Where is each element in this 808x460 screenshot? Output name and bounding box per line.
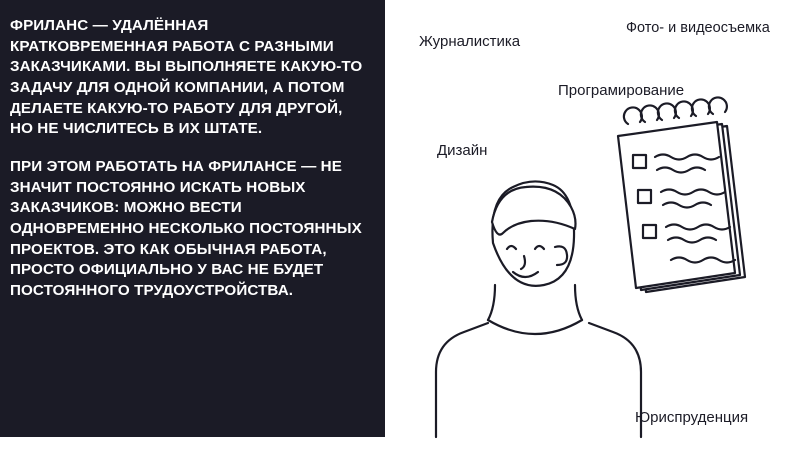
freelance-definition-paragraph-1: ФРИЛАНС — УДАЛЁННАЯ КРАТКОВРЕМЕННАЯ РАБОТА С РАЗНЫМИ ЗАКАЗЧИКАМИ. ВЫ ВЫПОЛНЯЕТЕ КАКУЮ-ТО ЗАДАЧУ ДЛЯ ОДНОЙ КОМПАНИИ, А ПОТОМ ДЕЛАЕТЕ КАКУЮ-ТО РАБОТУ ДЛЯ ДРУГОЙ, НО НЕ ЧИСЛИТЕСЬ В ИХ ШТАТЕ. [10,17,367,138]
label-law: Юриспруденция [635,409,749,426]
left-text-panel [0,0,385,437]
freelance-definition-paragraph-2: ПРИ ЭТОМ РАБОТАТЬ НА ФРИЛАНСЕ — НЕ ЗНАЧИТ ПОСТОЯННО ИСКАТЬ НОВЫХ ЗАКАЗЧИКОВ: МОЖНО ВЕСТИ ОДНОВРЕМЕННО НЕСКОЛЬКО ПОСТОЯННЫХ ПРОЕКТОВ. ЭТО КАК ОБЫЧНАЯ РАБОТА, ПРОСТО ОФИЦИАЛЬНО У ВАС НЕ БУДЕТ ПОСТОЯННОГО ТРУДОУСТРОЙСТВА. [10,158,367,300]
right-illustration-panel [395,0,808,460]
label-design: Дизайн [437,142,488,159]
bottom-white-strip [0,437,385,460]
label-journalism: Журналистика [419,33,521,50]
label-programming: Програмирование [558,82,685,99]
label-photo-video: Фото- и видеосъемка [626,20,770,36]
paragraph-spacer [10,140,363,157]
freelance-illustration [395,0,808,460]
